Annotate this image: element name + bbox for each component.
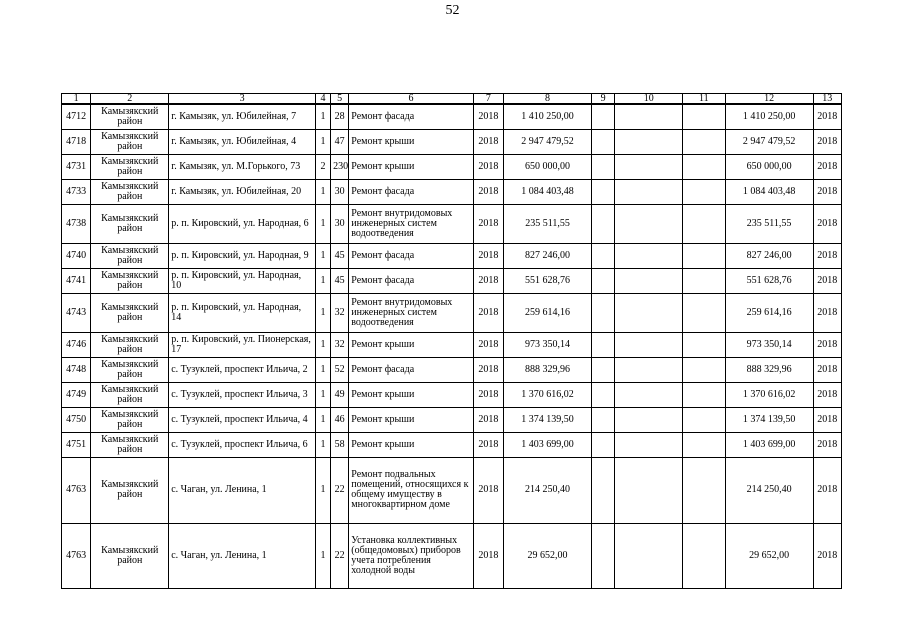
table-row (62, 129, 842, 154)
work-type-cell: Ремонт внутридомовых инженерных систем водоотведения (349, 293, 473, 332)
total-cell: 1 403 699,00 (725, 432, 813, 457)
column-5-cell: 45 (331, 243, 349, 268)
total-cell: 650 000,00 (725, 154, 813, 179)
total-cell: 1 410 250,00 (725, 104, 813, 129)
column-5-cell: 28 (331, 104, 349, 129)
column-5-cell: 47 (331, 129, 349, 154)
column-9-cell (592, 407, 615, 432)
column-header: 10 (615, 94, 683, 105)
column-5-cell: 45 (331, 268, 349, 293)
column-4-cell: 1 (315, 332, 330, 357)
column-4-cell: 1 (315, 104, 330, 129)
total-cell: 973 350,14 (725, 332, 813, 357)
table-row (62, 523, 842, 588)
row-id-cell: 4740 (62, 243, 91, 268)
district-cell: Камызякский район (91, 243, 169, 268)
column-11-cell (683, 243, 725, 268)
column-10-cell (615, 129, 683, 154)
year-cell: 2018 (473, 204, 503, 243)
column-9-cell (592, 457, 615, 523)
amount-cell: 2 947 479,52 (504, 129, 592, 154)
column-10-cell (615, 179, 683, 204)
column-10-cell (615, 204, 683, 243)
column-header: 5 (331, 94, 349, 105)
end-year-cell: 2018 (813, 457, 841, 523)
address-cell: с. Тузуклей, проспект Ильича, 4 (169, 407, 316, 432)
amount-cell: 235 511,55 (504, 204, 592, 243)
column-header: 1 (62, 94, 91, 105)
address-cell: г. Камызяк, ул. Юбилейная, 20 (169, 179, 316, 204)
work-type-cell: Ремонт крыши (349, 432, 473, 457)
column-10-cell (615, 432, 683, 457)
amount-cell: 827 246,00 (504, 243, 592, 268)
column-9-cell (592, 154, 615, 179)
work-type-cell: Ремонт фасада (349, 104, 473, 129)
work-type-cell: Ремонт фасада (349, 179, 473, 204)
column-4-cell: 1 (315, 457, 330, 523)
table-header-row (62, 94, 842, 105)
column-10-cell (615, 332, 683, 357)
year-cell: 2018 (473, 382, 503, 407)
table-row (62, 357, 842, 382)
column-9-cell (592, 204, 615, 243)
column-4-cell: 1 (315, 293, 330, 332)
total-cell: 1 374 139,50 (725, 407, 813, 432)
column-9-cell (592, 523, 615, 588)
column-10-cell (615, 457, 683, 523)
column-header: 13 (813, 94, 841, 105)
amount-cell: 551 628,76 (504, 268, 592, 293)
column-header: 8 (504, 94, 592, 105)
column-5-cell: 49 (331, 382, 349, 407)
amount-cell: 1 403 699,00 (504, 432, 592, 457)
work-type-cell: Ремонт подвальных помещений, относящихся к общему имуществу в многоквартирном доме (349, 457, 473, 523)
district-cell: Камызякский район (91, 382, 169, 407)
column-5-cell: 30 (331, 179, 349, 204)
table-row (62, 104, 842, 129)
total-cell: 888 329,96 (725, 357, 813, 382)
table-row (62, 243, 842, 268)
column-9-cell (592, 382, 615, 407)
total-cell: 214 250,40 (725, 457, 813, 523)
district-cell: Камызякский район (91, 432, 169, 457)
table-row (62, 332, 842, 357)
column-9-cell (592, 332, 615, 357)
column-11-cell (683, 523, 725, 588)
year-cell: 2018 (473, 104, 503, 129)
address-cell: р. п. Кировский, ул. Народная, 6 (169, 204, 316, 243)
address-cell: с. Тузуклей, проспект Ильича, 2 (169, 357, 316, 382)
column-5-cell: 46 (331, 407, 349, 432)
column-11-cell (683, 179, 725, 204)
column-10-cell (615, 243, 683, 268)
column-5-cell: 230 (331, 154, 349, 179)
column-9-cell (592, 179, 615, 204)
column-10-cell (615, 104, 683, 129)
district-cell: Камызякский район (91, 332, 169, 357)
row-id-cell: 4763 (62, 523, 91, 588)
end-year-cell: 2018 (813, 154, 841, 179)
column-11-cell (683, 432, 725, 457)
total-cell: 235 511,55 (725, 204, 813, 243)
column-11-cell (683, 457, 725, 523)
year-cell: 2018 (473, 243, 503, 268)
column-5-cell: 22 (331, 457, 349, 523)
column-9-cell (592, 129, 615, 154)
column-10-cell (615, 268, 683, 293)
year-cell: 2018 (473, 268, 503, 293)
district-cell: Камызякский район (91, 204, 169, 243)
address-cell: р. п. Кировский, ул. Народная, 14 (169, 293, 316, 332)
end-year-cell: 2018 (813, 204, 841, 243)
amount-cell: 1 374 139,50 (504, 407, 592, 432)
column-11-cell (683, 382, 725, 407)
table-row (62, 293, 842, 332)
table-row (62, 407, 842, 432)
address-cell: с. Чаган, ул. Ленина, 1 (169, 457, 316, 523)
row-id-cell: 4718 (62, 129, 91, 154)
district-cell: Камызякский район (91, 129, 169, 154)
total-cell: 551 628,76 (725, 268, 813, 293)
row-id-cell: 4733 (62, 179, 91, 204)
table-row (62, 382, 842, 407)
district-cell: Камызякский район (91, 407, 169, 432)
row-id-cell: 4749 (62, 382, 91, 407)
amount-cell: 973 350,14 (504, 332, 592, 357)
district-cell: Камызякский район (91, 523, 169, 588)
column-9-cell (592, 357, 615, 382)
row-id-cell: 4731 (62, 154, 91, 179)
district-cell: Камызякский район (91, 179, 169, 204)
end-year-cell: 2018 (813, 332, 841, 357)
year-cell: 2018 (473, 457, 503, 523)
table-row (62, 204, 842, 243)
column-9-cell (592, 432, 615, 457)
row-id-cell: 4741 (62, 268, 91, 293)
column-4-cell: 1 (315, 129, 330, 154)
column-11-cell (683, 104, 725, 129)
end-year-cell: 2018 (813, 243, 841, 268)
column-5-cell: 52 (331, 357, 349, 382)
column-10-cell (615, 382, 683, 407)
end-year-cell: 2018 (813, 407, 841, 432)
work-type-cell: Ремонт крыши (349, 154, 473, 179)
address-cell: г. Камызяк, ул. Юбилейная, 4 (169, 129, 316, 154)
column-9-cell (592, 268, 615, 293)
amount-cell: 888 329,96 (504, 357, 592, 382)
address-cell: р. п. Кировский, ул. Народная, 9 (169, 243, 316, 268)
address-cell: с. Тузуклей, проспект Ильича, 3 (169, 382, 316, 407)
table-row (62, 268, 842, 293)
amount-cell: 1 084 403,48 (504, 179, 592, 204)
column-header: 9 (592, 94, 615, 105)
total-cell: 1 084 403,48 (725, 179, 813, 204)
work-type-cell: Ремонт крыши (349, 382, 473, 407)
column-5-cell: 22 (331, 523, 349, 588)
column-9-cell (592, 293, 615, 332)
row-id-cell: 4751 (62, 432, 91, 457)
column-10-cell (615, 407, 683, 432)
repair-registry-table (61, 93, 842, 589)
row-id-cell: 4763 (62, 457, 91, 523)
year-cell: 2018 (473, 432, 503, 457)
year-cell: 2018 (473, 154, 503, 179)
district-cell: Камызякский район (91, 268, 169, 293)
column-4-cell: 1 (315, 523, 330, 588)
column-header: 7 (473, 94, 503, 105)
address-cell: р. п. Кировский, ул. Пионерская, 17 (169, 332, 316, 357)
year-cell: 2018 (473, 179, 503, 204)
work-type-cell: Ремонт крыши (349, 332, 473, 357)
column-10-cell (615, 154, 683, 179)
address-cell: р. п. Кировский, ул. Народная, 10 (169, 268, 316, 293)
district-cell: Камызякский район (91, 293, 169, 332)
address-cell: г. Камызяк, ул. Юбилейная, 7 (169, 104, 316, 129)
table-row (62, 179, 842, 204)
address-cell: с. Чаган, ул. Ленина, 1 (169, 523, 316, 588)
end-year-cell: 2018 (813, 432, 841, 457)
column-4-cell: 1 (315, 204, 330, 243)
end-year-cell: 2018 (813, 179, 841, 204)
district-cell: Камызякский район (91, 357, 169, 382)
column-5-cell: 32 (331, 332, 349, 357)
total-cell: 1 370 616,02 (725, 382, 813, 407)
end-year-cell: 2018 (813, 268, 841, 293)
work-type-cell: Ремонт фасада (349, 268, 473, 293)
work-type-cell: Ремонт крыши (349, 407, 473, 432)
row-id-cell: 4748 (62, 357, 91, 382)
column-4-cell: 1 (315, 179, 330, 204)
column-10-cell (615, 523, 683, 588)
column-4-cell: 1 (315, 243, 330, 268)
end-year-cell: 2018 (813, 382, 841, 407)
amount-cell: 1 370 616,02 (504, 382, 592, 407)
work-type-cell: Ремонт фасада (349, 243, 473, 268)
amount-cell: 650 000,00 (504, 154, 592, 179)
column-4-cell: 1 (315, 407, 330, 432)
row-id-cell: 4750 (62, 407, 91, 432)
row-id-cell: 4743 (62, 293, 91, 332)
amount-cell: 1 410 250,00 (504, 104, 592, 129)
column-11-cell (683, 357, 725, 382)
end-year-cell: 2018 (813, 357, 841, 382)
column-4-cell: 1 (315, 432, 330, 457)
table-row (62, 154, 842, 179)
year-cell: 2018 (473, 129, 503, 154)
address-cell: г. Камызяк, ул. М.Горького, 73 (169, 154, 316, 179)
total-cell: 2 947 479,52 (725, 129, 813, 154)
work-type-cell: Ремонт фасада (349, 357, 473, 382)
column-5-cell: 32 (331, 293, 349, 332)
column-5-cell: 30 (331, 204, 349, 243)
column-header: 3 (169, 94, 316, 105)
column-4-cell: 1 (315, 268, 330, 293)
table-body (62, 94, 842, 589)
column-11-cell (683, 332, 725, 357)
column-11-cell (683, 204, 725, 243)
column-11-cell (683, 154, 725, 179)
row-id-cell: 4746 (62, 332, 91, 357)
column-11-cell (683, 293, 725, 332)
work-type-cell: Ремонт внутридомовых инженерных систем водоотведения (349, 204, 473, 243)
end-year-cell: 2018 (813, 104, 841, 129)
year-cell: 2018 (473, 357, 503, 382)
column-4-cell: 1 (315, 382, 330, 407)
column-11-cell (683, 407, 725, 432)
end-year-cell: 2018 (813, 523, 841, 588)
year-cell: 2018 (473, 523, 503, 588)
column-header: 6 (349, 94, 473, 105)
column-11-cell (683, 268, 725, 293)
column-header: 4 (315, 94, 330, 105)
column-11-cell (683, 129, 725, 154)
page-number: 52 (445, 3, 460, 18)
column-5-cell: 58 (331, 432, 349, 457)
year-cell: 2018 (473, 407, 503, 432)
column-header: 2 (91, 94, 169, 105)
column-10-cell (615, 357, 683, 382)
amount-cell: 259 614,16 (504, 293, 592, 332)
total-cell: 827 246,00 (725, 243, 813, 268)
end-year-cell: 2018 (813, 293, 841, 332)
column-header: 12 (725, 94, 813, 105)
amount-cell: 29 652,00 (504, 523, 592, 588)
work-type-cell: Ремонт крыши (349, 129, 473, 154)
work-type-cell: Установка коллективных (общедомовых) приборов учета потребления холодной воды (349, 523, 473, 588)
column-10-cell (615, 293, 683, 332)
column-9-cell (592, 243, 615, 268)
year-cell: 2018 (473, 332, 503, 357)
column-4-cell: 1 (315, 357, 330, 382)
district-cell: Камызякский район (91, 154, 169, 179)
total-cell: 259 614,16 (725, 293, 813, 332)
column-header: 11 (683, 94, 725, 105)
row-id-cell: 4738 (62, 204, 91, 243)
row-id-cell: 4712 (62, 104, 91, 129)
amount-cell: 214 250,40 (504, 457, 592, 523)
end-year-cell: 2018 (813, 129, 841, 154)
table-row (62, 432, 842, 457)
column-9-cell (592, 104, 615, 129)
district-cell: Камызякский район (91, 457, 169, 523)
district-cell: Камызякский район (91, 104, 169, 129)
year-cell: 2018 (473, 293, 503, 332)
address-cell: с. Тузуклей, проспект Ильича, 6 (169, 432, 316, 457)
table-row (62, 457, 842, 523)
column-4-cell: 2 (315, 154, 330, 179)
total-cell: 29 652,00 (725, 523, 813, 588)
